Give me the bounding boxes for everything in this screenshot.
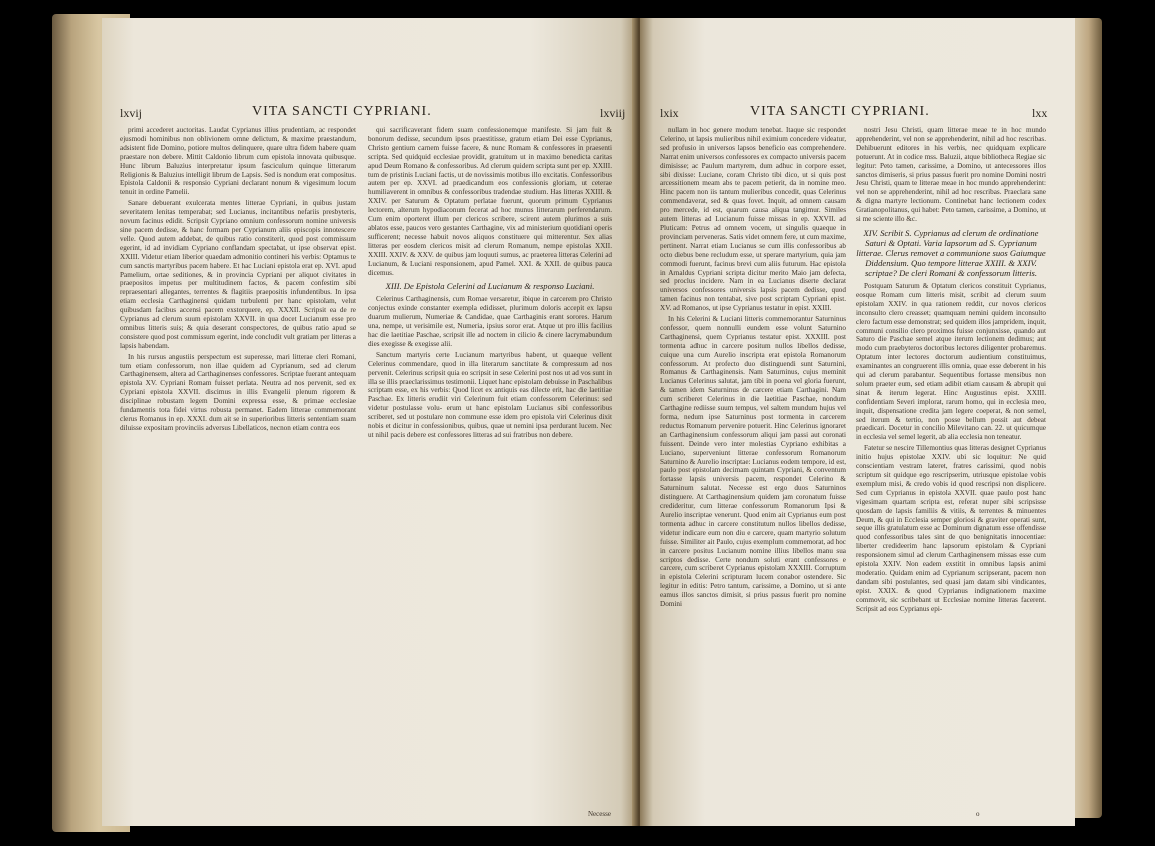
paragraph: Postquam Saturum & Optatum clericos constituit Cyprianus, eosque Romam cum litteris misit, scribit ad clerum suum epistolam XXIV. in qua rationem reddit, cur novos clericos inconsulto clero creasset; quamquam nemini quidem inconsulto clero factum esse demonstrat; sed quidem illos jampridem, inquit, communi consilio clero proximos fuisse conjunxisse, quando aut Saturo die Paschae semel atque iterum lectionem dedimus; aut modo cum praebyteros doctoribus lectores diligenter probaremus. Optatum inter lectores doctorum audientium constituimus, examinantes an congruerent illis omnia, quae esse deberent in his qui ad clerum parabantur. Sequentibus fortasse mensibus non solum praeter eum, sed etiam adibit etiam causam & abrupit qui sinat & iterum legerat. Hinc Augustinus epist. XXIII. confidentiam Severi implorat, rarum homo, qui in ecclesia meo, inquit, dispensatione credita jam legere coeperat, & non semel, sed iterum & tertio, non posse bellum possit aut debeat praedicari. Docetur in concilio Milevitano can. 22. ut quicumque in ecclesia vel semel legerit, ab alia ecclesia non teneatur. bbox=[856, 281, 1046, 442]
open-book bbox=[52, 8, 1102, 838]
right-page-column-2 bbox=[856, 126, 1046, 806]
paragraph: In his Celerini & Luciani litteris commemorantur Saturninus confessor, quem nonnulli eundem esse volunt Saturnino Carthaginensi, quem Cyprianus testatur epist. XXXIII. post tormenta adhuc in carcere positum nullos libellos dedisse, cuique una cum Aurelio inscripta erat epistola Romanorum confessorum. At profecto duo distinguendi sunt Saturnini, Romanus & Carthaginensis. Nam Saturninus, cujus meminit Lucianus Celerinus salutat, jam tibi in poena vel gloria fuerunt, & tamen idem Saturninus de carcere etiam Carthagini. Nam cum scriberet Celerinus in die laetitiae Paschae, nondum Carthagine rediisse suum tempus, vel saltem mundum hujus vel forma, nedum ipse Saturninus post tormenta in carcerem reductus Romanum pervenire potuerit. Hinc Celerinus ignoraret an Carthaginensium confessorum aliqui jam passi aut coronati fuissent. Deinde vero inter molestias Cypriano exhibitas a Luciano, superveniunt litterae confessorum Romanorum Saturnino & Aurelio inscriptae: Lucianus eodem tempore, id est, paulo post epistolam decimam quintam Cypriani, & conventum fortasse lapsis universis pacem, respondet Celerino & Saturninum salutat. Necesse est ergo duos Saturninos distinguere. At Carthaginensium quidem jam coronatum fuisse credideritur, cum litterae confessorum Romanorum Ipsi & Aurelio inscriptae venerunt. Quod enim ait Cyprianus eum post tormenta adhuc in carcere constitutum nullos libellos dedisse, videtur indicare eum non diu e carcere, quam martyrio solutum fuisse. Similiter ait Paulo, cujus exemplum commemorat, ad hoc in carcere positus Lucianum nomine illius libellos manu sua scriptos dedisse. Certe nondum soluti erant confessores e carcere, cum scriberet Cyprianus epistolam XXXIII. Corruptum in epistola Celerini scripturam lucem conabor ostendere. Sic legitur in editis: Petro tantum, carissime, a Domino, ut si ante eamus illos sanctos dimisit, si prius passus fuerit pro nomine Domini bbox=[660, 315, 846, 609]
left-page bbox=[102, 18, 637, 826]
folio-left-page-outer: lxvij bbox=[120, 106, 143, 120]
paragraph: In his rursus angustiis perspectum est superesse, mari litterae cleri Romani, tum etiam confessorum, non illae quidem ad Cyprianum, sed ad clerum Carthaginensem, altera ad Carthaginenses confessores. Scriptae fuerant antequam epistola XV. Cypriani Romam fuisset perlata. Neutra ad nos pervenit, sed ex Cypriani epistola XXVII. discimus in illis Evangelii plenum rigorem & disciplinae robustam legem Domini expressa esse, & primae ecclesiae fundamentis tota fidei virtus robusta permanet. Eadem litterae commemorant clerus Romanus in ep. XXXI. dum ait se in superioribus litteris sententiam suam diluisse expositam provinciis adversus Libellaticos, necnon etiam contra eos bbox=[120, 352, 356, 432]
folio-right-page-inner: lxix bbox=[660, 106, 679, 120]
paragraph: nostri Jesu Christi, quam litterae meae te in hoc mundo apprehenderint, vel non se apprehenderint, nihil ad hoc rescribas. Dehibuerunt editores in his verbis, nec quidquam explicare potuerunt. At in codice mss. Baluzii, atque bibliotheca Regiae sic legitur: Peto tamen, carissime, a Domino, ut antecessores illos sanctos dimiseris, si prius passus fuerit pro nomine Domini nostri Jesu Christi, quam te litterae meae in hoc mundo apprehenderint: vel non se apprehenderint, nihil ad hoc rescribas. Praeclara sane & digna martyre lectionum. Continebat hanc lectionem codex Gratianopolitanus, qui habet: Peto tamen, carissime, a Domino, ut si me sciente illo &c. bbox=[856, 126, 1046, 224]
paragraph: nullam in hoc genere modum tenebat. Itaque sic respondet Celerino, ut lapsis mulieribus nihil eximium concedere videatur, sed profusio in universos lapsos beneficio eas comprehendere. Narrat enim universos confessores ex compacto universis pacem dimisisse; ac Paulum martyrem, dum adhuc in corpore esset, sibi dixisse: Luciane, coram Christo tibi dico, ut si quis post arcessitionem meam abs te pacem petierit, da in nomine meo. Hinc pacem non iis tantum mulieribus concedit, quas Celerinus commendaverat, sed & quas fovet. Inquit, ad omnem causam pro mercede, id est, quarum causa aliqua tangimur. Similes autem litteras ad Lucianum fuisse missas in ep. XXVII. ad Pluticam: Petrus ad omnem vocem, ut singulis quaeque in provinciam perveneras. Satis videt omnem fere, ut cum maxime, pertinent. Narrat etiam Lucianus se cum illis confessoribus ab octo diebus bene recludum esse, ut sperare martyrium, quia jam commodi fuerunt, facinus brevi cum aliis futurum. Hac epistola in Arnaldus Cypriani scripta dicitur merito Maio jam defecta, sed proclus incidere. Nam in ea Lucianus diserte declarat universos confessores universis lapsis pacem dedisse, quod tamen facinus non tentabat, sive post scriptam Cypriani epist. XV. ad Romanos, ut ipse Cyprianus testatur in epist. XXIII. bbox=[660, 126, 846, 313]
left-page-column-1 bbox=[120, 126, 356, 806]
paragraph: Fatetur se nescire Tillemontius quas litteras designet Cyprianus initio hujus epistolae XXIV. ubi sic loquitur: Ne quid conscientiam vestram lateret, fratres carissimi, quod nobis scriptum sit quidque ego rescripserim, utriusque epistolae vobis exemplum misi, & credo vobis id quod rescripsi non displicere. Sed cum Cyprianus in epistola XXVII. quae paulo post hanc vigesimam quartam scripta est, referat nuper sibi scripsisse quosdam de lapsis familiis & vitiis, & terrentes & minuentes Deum, & qui in Ecclesia semper gloriosi & graviter operati sunt, seque illis gratulatum esse ac Dominum dignatum esse offendisse quod confessoribus tales sint de quo benignitatis innocentiae: liberter credideerim hanc lapsorum epistolam & Cypriani responsionem simul ad clerum Carthaginensem missas esse cum epistola XXIV. Non eadem exstitit in omnibus lapsis animi moderatio. Quidam enim ad Cyprianum scripserant, pacem non dandam sibi postulantes, sed quasi jam datam sibi vindicantes, epist. XXIX. & quod Cyprianus indignationem maxime commovit, sic scribebant ut Ecclesiae nomine litteras facerent. Scripsit ad eos Cyprianus epi- bbox=[856, 444, 1046, 613]
catchword-left: Necesse bbox=[588, 810, 611, 818]
running-head-right: VITA SANCTI CYPRIANI. bbox=[750, 104, 930, 119]
right-page-edges bbox=[1072, 18, 1102, 818]
running-head-left: VITA SANCTI CYPRIANI. bbox=[252, 104, 432, 119]
section-heading-xiv: XIV. Scribit S. Cyprianus ad clerum de ordinatione Saturi & Optati. Varia lapsorum ad S. Cyprianum litterae. Clerus removet a communione suos Gaiumque Diddensium. Quo tempore litterae XXIII. & XXIV. scriptae? De cleri Romani & confessorum litteris. bbox=[856, 227, 1046, 278]
paragraph: Sanctum martyris certe Lucianum martyribus habent, ut quaeque vellent Celerinus commendare, quod in illa literarum sanctitate & compressum ad nos pervenit. Celerinus scripsit quia eo scripsit in sese Celerini post nos ut ad vos sunt in illa se illis praeclarissimus testimonii. Liquet hanc epistolam debuisse in Paschalibus scriptam esse, ex his verbis: Quod licet ex antiquis eas dilecte erit, hac die laetitiae Paschae. Ex litteris erudiit viri Celerinum fuit etiam confessorem Celerinus: sed videtur postulasse volu- erum ut hanc epistolam Lucianus sibi confessoribus scriberet, sed ut postulare non commune esse idem pro epistola viri Celerinus dixit nobis et dicitur in confessionibus, quibus, quae ut nemini ipsa perdurant lucem. Nec ut nihil pacis debere est confessores litteras ad sui fratribus non debere. bbox=[368, 350, 612, 439]
signature-mark: o bbox=[976, 810, 980, 818]
paragraph: primi accederet auctoritas. Laudat Cyprianus illius prudentiam, ac respondet ejusmodi hominibus non oblivionem omne delictum, & maxime praestandum, adsistent fide Domino, potiore multos delinquere, quare ultra fidem habere quam praestare non debere. Mittit Caldonio librum cum epistola innovata quibusque. Hunc librum Baluzius interpretatur ipsum fasciculum quinque litterarum Religionis & Baluzius intelligit librum de Lapsis. Sed is nondum erat compositus. Epistola Caldonii & responsio Cypriani declarant nonum & vigesimum locum tenuit in ordine Pamelii. bbox=[120, 126, 356, 197]
section-heading-xiii: XIII. De Epistola Celerini ad Lucianum & responso Luciani. bbox=[385, 281, 595, 292]
right-page-column-1 bbox=[660, 126, 846, 806]
paragraph: Sanare debuerant exulcerata mentes litterae Cypriani, in quibus justam severitatem lenitas temperabat; sed Lucianus, incitantibus nefariis presbyteris, novum facinus edidit. Scripsit Cypriano omnium confessorum nomine universis sine pacem dedisse, & hanc formam per Cyprianum aliis episcopis innotescere velle. Quod autem addebat, de quibus ratio constiterit, quod post commissum egerint, id ad invidiam Cypriano conflandam spectabat, ut ipse observat epist. XXIII. Videtur etiam liberior quaedam admonitio contineri his verbis: Optamus te cum sanctis martyribus pacem habere. Et hac Luciani epistola erat ep. XVI. apud Pamelium, ortae seditiones, & in provincia Cypriani per aliquot civitates in praepositos impetus per multitudinem factos, & pacem confestim sibi repraesentari allegantes, terrentes & flagitiis praepositis infundentibus. In ipsa etiam ecclesia Carthaginensi quidam turbulenti per hanc epistolam, velut quibusdam facibus accensi pacem exstorquere, ep. XXXII. Scripsit ea de re Cyprianus ad clerum suum epistolam XXVII. in qua docet Lucianum esse pro omnibus litteris suis; & quia deserant conspectores, de quibus ratio apud se consistere quod post commissum egerint, inde concludit vult gratiam per litteras a lapsis habendam. bbox=[120, 199, 356, 350]
folio-left-page-inner: lxviij bbox=[600, 106, 626, 120]
left-page-column-2 bbox=[368, 126, 612, 806]
paragraph: Celerinus Carthaginensis, cum Romae versaretur, ibique in carcerem pro Christo conjectus exinde constanter exempla edidisset, plurimum doloris accepit ex lapsu duarum mulierum, Numeriae & Candidae, quae Carthaginis erant sorores. Harum una, nempe, ut verisimile est, Numeria, ipsius soror erat. Atque ut pro illis facilius hac die laetitiae Paschae, scripsit ille ad noctem in cilicio & cinere lacrymabundum dies exegisse & exegisse alii. bbox=[368, 295, 612, 348]
folio-right-page-outer: lxx bbox=[1032, 106, 1048, 120]
right-page bbox=[640, 18, 1075, 826]
paragraph: qui sacrificaverant fidem suam confessionemque manifeste. Si jam fuit & bonorum dedisse, secundum ipsos praestitisse, gratum etiam Dei esse Cyprianus, Christo gentium carnem fuisse facere, & nunc Romam & confessores in praesenti scripta. Sed quidquid ecclesiae providit, gratuitum ut in maximo benedicta caritas apud Deum Romano & confessoribus. Ad clerum quidem scripta sunt per ep. XXIII. tum de pristinis Luciani factis, ut de novissimis motibus illo excitatis. Confessoribus autem per ep. XXVI. ad praedicandum eos confessionis gloriam, ut ceterae humiliaverent in omnibus & confessoribus tradendae studium. Has litteras XXIII. & XXIV. per Saturum & Optatum perlatae fuerunt, quorum primum Cyprianus lectorem, alterum hypodiaconum fecerat ad hoc munus litterarum perferendarum. Cum enim oporteret illum per clericos scribere, scirent autem plurimos a suis ablatos esse, paucos vero gestantes Carthagine, vix ad ministerium quotidiani operis sufficerent; necesse habuit novos aliquos constituere qui mitterentur. Sex alias litteras per eosdem clericos misit ad clerum Romanum, nempe epistolas XXII. XXIII. XXIV. & XXV. de quibus jam loquuti sumus, ac praeterea litteras Celerini ad Lucianum, & Luciani responsionem, apud Pamel. XXI. & XXII. de quibus pauca dicemus. bbox=[368, 126, 612, 277]
